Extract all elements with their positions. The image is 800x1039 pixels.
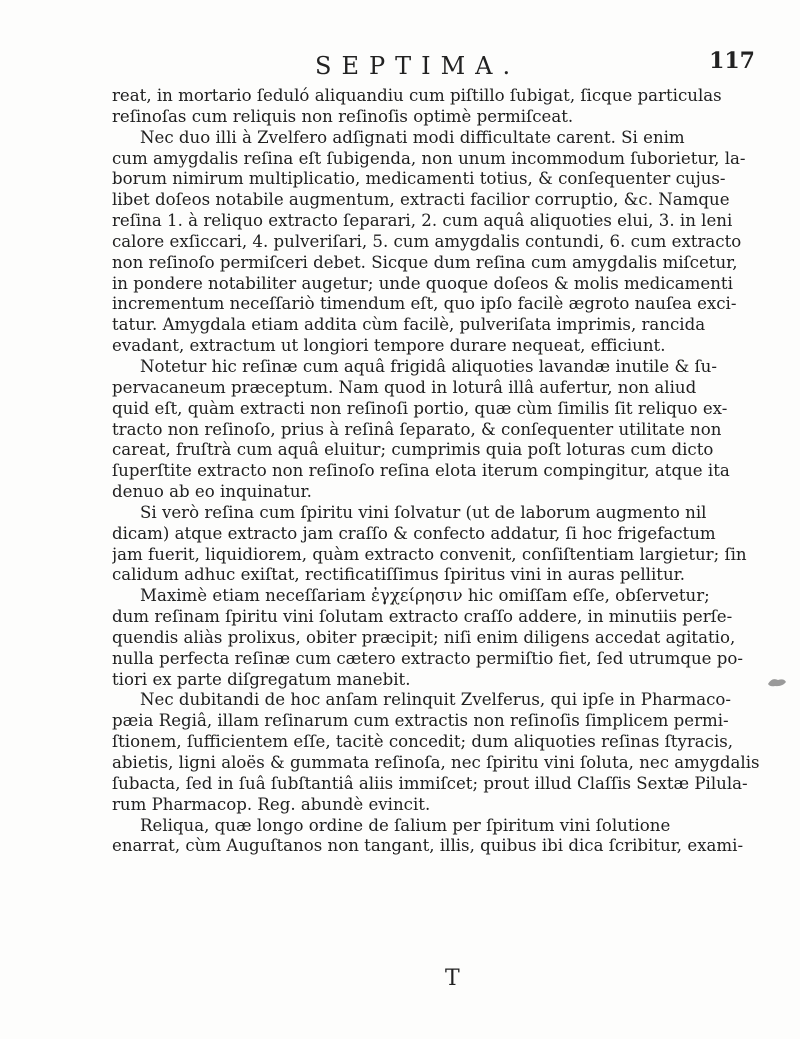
text-line: tiori ex parte diſgregatum manebit. xyxy=(112,669,411,689)
text-line: pervacaneum præceptum. Nam quod in loturâ illâ aufertur, non aliud xyxy=(112,377,697,397)
text-line: Maximè etiam neceſſariam ἐγχείρησιν hic omiſſam eſſe, obſervetur; xyxy=(140,586,710,606)
text-line: libet doſeos notabile augmentum, extracti facilior corruptio, &c. Namque xyxy=(112,190,730,210)
page-header xyxy=(115,48,755,88)
text-line: pæia Regiâ, illam reſinarum cum extractis non reſinoſis ſimplicem permi- xyxy=(112,711,729,731)
running-title: SEPTIMA. xyxy=(315,52,521,80)
text-line: Notetur hic reſinæ cum aquâ frigidâ aliquoties lavandæ inutile & ſu- xyxy=(140,356,717,376)
text-line: Si verò reſina cum ſpiritu vini ſolvatur (ut de laborum augmento nil xyxy=(140,502,707,522)
text-line: tracto non reſinoſo, prius à reſinâ ſeparato, & conſequenter utilitate non xyxy=(112,419,722,439)
text-line: Nec dubitandi de hoc anſam relinquit Zvelferus, qui ipſe in Pharmaco- xyxy=(140,690,731,710)
text-line: rum Pharmacop. Reg. abundè evincit. xyxy=(112,794,431,814)
text-line: calore exſiccari, 4. pulveriſari, 5. cum amygdalis contundi, 6. cum extracto xyxy=(112,231,742,251)
text-line: careat, fruſtrà cum aquâ eluitur; cumprimis quia poſt loturas cum dicto xyxy=(112,440,714,460)
text-line: ſuperſtite extracto non reſinoſo reſina elota iterum compingitur, atque ita xyxy=(112,461,730,481)
text-line: quendis aliàs prolixus, obiter præcipit; niſi enim diligens accedat agitatio, xyxy=(112,627,736,647)
text-line: abietis, ligni aloës & gummata reſinoſa, nec ſpiritu vini ſoluta, nec amygdalis xyxy=(112,753,760,772)
text-line: reſina 1. à reliquo extracto ſeparari, 2. cum aquâ aliquoties elui, 3. in leni xyxy=(112,211,733,231)
text-line: tatur. Amygdala etiam addita cùm facilè, pulveriſata imprimis, rancida xyxy=(112,315,706,335)
text-line: borum nimirum multiplicatio, medicamenti totius, & conſequenter cujus- xyxy=(112,169,726,189)
text-line: dicam) atque extracto jam craſſo & confecto addatur, ſi hoc frigefactum xyxy=(112,523,716,543)
text-line: reſinoſas cum reliquis non reſinoſis optimè permiſceat. xyxy=(112,106,574,126)
text-line: reat, in mortario ſeduló aliquandiu cum piſtillo ſubigat, ſicque particulas xyxy=(112,86,722,105)
text-line: quid eſt, quàm extracti non reſinoſi portio, quæ cùm ſimilis ſit reliquo ex- xyxy=(112,398,728,418)
text-line: enarrat, cùm Auguſtanos non tangant, illis, quibus ibi dica ſcribitur, exami- xyxy=(112,836,744,856)
ink-blot-mark xyxy=(766,676,788,688)
page-number: 117 xyxy=(709,48,755,74)
body-text xyxy=(112,86,784,857)
text-line: calidum adhuc exiſtat, rectificatiſſimus ſpiritus vini in auras pellitur. xyxy=(112,565,686,585)
text-line: non reſinoſo permiſceri debet. Sicque dum reſina cum amygdalis miſcetur, xyxy=(112,252,738,272)
signature-mark: T xyxy=(445,966,460,991)
text-line: ſtionem, ſufficientem eſſe, tacitè concedit; dum aliquoties reſinas ſtyracis, xyxy=(112,732,734,752)
text-line: nulla perfecta reſinæ cum cætero extracto permiſtio fiet, ſed utrumque po- xyxy=(112,648,743,668)
text-line: dum reſinam ſpiritu vini ſolutam extracto craſſo addere, in minutiis perſe- xyxy=(112,607,733,627)
text-line: incrementum neceſſariò timendum eſt, quo ipſo facilè ægroto nauſea exci- xyxy=(112,294,737,314)
text-line: in pondere notabiliter augetur; unde quoque doſeos & molis medicamenti xyxy=(112,273,733,293)
text-line: ſubacta, ſed in ſuâ ſubſtantiâ aliis immiſcet; prout illud Claſſis Sextæ Pilula- xyxy=(112,773,748,793)
text-line: cum amygdalis reſina eſt ſubigenda, non unum incommodum ſuborietur, la- xyxy=(112,148,746,168)
text-line: denuo ab eo inquinatur. xyxy=(112,482,312,502)
text-line: evadant, extractum ut longiori tempore durare nequeat, efficiunt. xyxy=(112,336,666,356)
text-line: Nec duo illi à Zvelfero adſignati modi difficultate carent. Si enim xyxy=(140,127,685,147)
text-line: Reliqua, quæ longo ordine de ſalium per ſpiritum vini ſolutione xyxy=(140,815,671,835)
text-line: jam fuerit, liquidiorem, quàm extracto convenit, conſiſtentiam largietur; ſin xyxy=(112,544,747,564)
